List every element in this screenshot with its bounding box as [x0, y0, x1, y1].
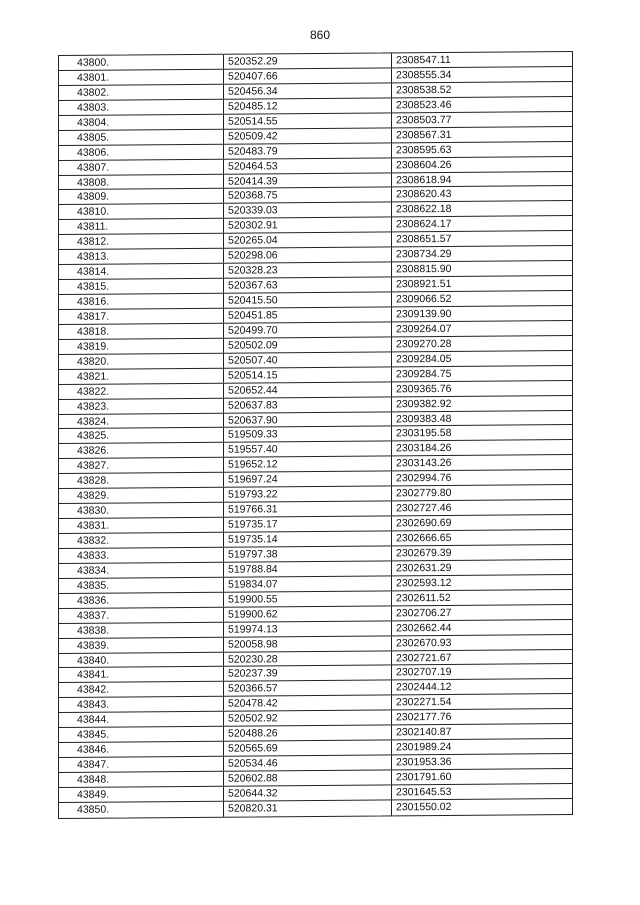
x-coordinate-cell: 520514.15 [224, 367, 392, 382]
y-coordinate-cell: 2302994.76 [396, 472, 452, 485]
x-coordinate-cell: 520502.92 [224, 711, 392, 726]
point-number-cell: 43818. [59, 324, 224, 339]
x-coordinate-cell: 519557.40 [224, 442, 392, 457]
point-number-cell: 43806. [59, 144, 224, 159]
point-number-cell: 43800. [59, 55, 224, 70]
x-coordinate-cell: 520414.39 [224, 173, 392, 188]
point-number-cell: 43822. [59, 383, 224, 398]
y-coordinate-cell: 2302631.29 [396, 561, 452, 575]
point-number-cell: 43802. [59, 85, 224, 100]
x-coordinate-cell: 520415.50 [224, 292, 392, 307]
point-number-cell: 43810. [59, 204, 224, 219]
y-coordinate-cell: 2302779.80 [396, 487, 452, 500]
y-coordinate-cell: 2303143.26 [396, 457, 452, 470]
y-coordinate-cell: 2308604.26 [396, 158, 452, 171]
y-coordinate-cell: 2302662.44 [396, 621, 452, 634]
y-coordinate-cell: 2309284.75 [396, 367, 452, 381]
x-coordinate-cell: 520502.09 [224, 337, 392, 352]
point-number-cell: 43817. [59, 309, 224, 324]
point-number-cell: 43825. [59, 428, 224, 443]
x-coordinate-cell: 520509.42 [224, 128, 392, 143]
y-coordinate-cell: 2301953.36 [396, 755, 452, 769]
point-number-cell: 43845. [59, 727, 224, 742]
point-number-cell: 43832. [59, 533, 224, 548]
x-coordinate-cell: 519974.13 [224, 621, 392, 636]
x-coordinate-cell: 519652.12 [224, 457, 392, 472]
coordinates-table [58, 51, 573, 819]
point-number-cell: 43833. [59, 548, 224, 563]
point-number-cell: 43838. [59, 622, 224, 637]
point-number-cell: 43821. [59, 368, 224, 383]
x-coordinate-cell: 519735.17 [224, 516, 392, 531]
point-number-cell: 43840. [59, 652, 224, 667]
x-coordinate-cell: 520302.91 [224, 218, 392, 233]
x-coordinate-cell: 519834.07 [224, 576, 392, 591]
x-coordinate-cell: 519900.62 [224, 606, 392, 621]
y-coordinate-cell: 2302140.87 [396, 726, 452, 739]
point-number-cell: 43816. [59, 294, 224, 309]
point-number-cell: 43844. [59, 712, 224, 727]
y-coordinate-cell: 2309383.48 [396, 412, 452, 425]
y-coordinate-cell: 2309382.92 [396, 397, 452, 410]
x-coordinate-cell: 520366.57 [224, 681, 392, 696]
x-coordinate-cell: 520368.75 [224, 188, 392, 203]
y-coordinate-cell: 2302444.12 [396, 681, 452, 694]
x-coordinate-cell: 520237.39 [224, 666, 392, 681]
x-coordinate-cell: 519766.31 [224, 502, 392, 517]
point-number-cell: 43849. [59, 787, 224, 802]
x-coordinate-cell: 520652.44 [224, 382, 392, 397]
x-coordinate-cell: 520298.06 [224, 248, 392, 263]
point-number-cell: 43843. [59, 697, 224, 712]
point-number-cell: 43815. [59, 279, 224, 294]
point-number-cell: 43804. [59, 114, 224, 129]
point-number-cell: 43836. [59, 592, 224, 607]
x-coordinate-cell: 520456.34 [224, 83, 392, 98]
point-number-cell: 43834. [59, 563, 224, 578]
point-number-cell: 43839. [59, 637, 224, 652]
y-coordinate-cell: 2303195.58 [396, 427, 452, 440]
y-coordinate-cell: 2308555.34 [396, 68, 452, 82]
y-coordinate-cell: 2308595.63 [396, 143, 452, 156]
x-coordinate-cell: 519697.24 [224, 472, 392, 487]
y-coordinate-cell: 2301791.60 [396, 770, 452, 784]
point-number-cell: 43811. [59, 219, 224, 234]
point-number-cell: 43814. [59, 264, 224, 279]
y-coordinate-cell: 2302271.54 [396, 696, 452, 709]
x-coordinate-cell: 519788.84 [224, 561, 392, 576]
y-coordinate-cell: 2302177.76 [396, 711, 452, 724]
y-coordinate-cell: 2301989.24 [396, 741, 452, 754]
x-coordinate-cell: 520058.98 [224, 636, 392, 651]
x-coordinate-cell: 520637.83 [224, 397, 392, 412]
y-coordinate-cell: 2302707.19 [396, 666, 452, 679]
point-number-cell: 43842. [59, 682, 224, 697]
x-coordinate-cell: 520352.29 [224, 53, 392, 68]
point-number-cell: 43826. [59, 443, 224, 458]
point-number-cell: 43827. [59, 458, 224, 473]
x-coordinate-cell: 520507.40 [224, 352, 392, 367]
point-number-cell: 43850. [59, 802, 224, 818]
page-number: 860 [309, 28, 331, 42]
point-number-cell: 43829. [59, 488, 224, 503]
y-coordinate-cell: 2303184.26 [396, 442, 452, 455]
x-coordinate-cell: 520637.90 [224, 412, 392, 427]
point-number-cell: 43824. [59, 413, 224, 428]
y-coordinate-cell: 2309284.05 [396, 352, 452, 366]
y-coordinate-cell: 2302706.27 [396, 606, 452, 620]
x-coordinate-cell: 520230.28 [224, 651, 392, 666]
y-coordinate-cell: 2309264.07 [396, 322, 452, 336]
table-row [59, 799, 572, 818]
y-coordinate-cell: 2302690.69 [396, 516, 452, 530]
y-coordinate-cell: 2308651.57 [396, 233, 452, 246]
x-coordinate-cell: 520478.42 [224, 696, 392, 711]
y-coordinate-cell: 2308622.18 [396, 203, 452, 216]
x-coordinate-cell: 519900.55 [224, 591, 392, 606]
y-coordinate-cell: 2308620.43 [396, 188, 452, 201]
x-coordinate-cell: 520644.32 [224, 785, 392, 800]
point-number-cell: 43819. [59, 339, 224, 354]
y-coordinate-cell: 2309066.52 [396, 292, 452, 306]
y-coordinate-cell: 2309139.90 [396, 307, 452, 321]
x-coordinate-cell: 520367.63 [224, 277, 392, 292]
y-coordinate-cell: 2308523.46 [396, 98, 452, 112]
point-number-cell: 43831. [59, 518, 224, 533]
x-coordinate-cell: 519735.14 [224, 531, 392, 546]
y-coordinate-cell: 2301645.53 [396, 785, 452, 799]
x-coordinate-cell: 520514.55 [224, 113, 392, 128]
y-coordinate-cell: 2309365.76 [396, 382, 452, 395]
point-number-cell: 43846. [59, 742, 224, 757]
y-coordinate-cell: 2308547.11 [396, 53, 451, 67]
point-number-cell: 43837. [59, 607, 224, 622]
x-coordinate-cell: 520464.53 [224, 158, 392, 173]
y-coordinate-cell: 2308538.52 [396, 83, 452, 97]
x-coordinate-cell: 520451.85 [224, 307, 392, 322]
x-coordinate-cell: 520339.03 [224, 203, 392, 218]
y-coordinate-cell: 2308567.31 [396, 128, 452, 142]
x-coordinate-cell: 520488.26 [224, 726, 392, 741]
point-number-cell: 43847. [59, 757, 224, 772]
point-number-cell: 43805. [59, 129, 224, 144]
x-coordinate-cell: 520534.46 [224, 755, 392, 770]
x-coordinate-cell: 520499.70 [224, 322, 392, 337]
y-coordinate-cell: 2308618.94 [396, 173, 452, 186]
y-coordinate-cell: 2308503.77 [396, 113, 452, 127]
x-coordinate-cell: 520485.12 [224, 98, 392, 113]
x-coordinate-cell: 520265.04 [224, 233, 392, 248]
y-coordinate-cell: 2308624.17 [396, 218, 452, 231]
y-coordinate-cell: 2302611.52 [396, 591, 451, 605]
x-coordinate-cell: 520328.23 [224, 263, 392, 278]
x-coordinate-cell: 520565.69 [224, 741, 392, 756]
point-number-cell: 43841. [59, 667, 224, 682]
y-coordinate-cell: 2302679.39 [396, 546, 452, 560]
y-coordinate-cell: 2308921.51 [396, 277, 452, 291]
point-number-cell: 43809. [59, 189, 224, 204]
x-coordinate-cell: 520820.31 [224, 800, 392, 816]
point-number-cell: 43835. [59, 578, 224, 593]
x-coordinate-cell: 519793.22 [224, 487, 392, 502]
point-number-cell: 43803. [59, 100, 224, 115]
point-number-cell: 43808. [59, 174, 224, 189]
x-coordinate-cell: 520483.79 [224, 143, 392, 158]
y-coordinate-cell: 2301550.02 [396, 800, 452, 814]
x-coordinate-cell: 520407.66 [224, 68, 392, 83]
y-coordinate-cell: 2302670.93 [396, 636, 452, 649]
point-number-cell: 43823. [59, 398, 224, 413]
x-coordinate-cell: 519509.33 [224, 427, 392, 442]
y-coordinate-cell: 2302727.46 [396, 502, 452, 515]
point-number-cell: 43820. [59, 353, 224, 368]
point-number-cell: 43813. [59, 249, 224, 264]
point-number-cell: 43848. [59, 772, 224, 787]
x-coordinate-cell: 519797.38 [224, 546, 392, 561]
point-number-cell: 43807. [59, 159, 224, 174]
point-number-cell: 43828. [59, 473, 224, 488]
y-coordinate-cell: 2302593.12 [396, 576, 452, 590]
point-number-cell: 43830. [59, 503, 224, 518]
y-coordinate-cell: 2309270.28 [396, 337, 452, 351]
x-coordinate-cell: 520602.88 [224, 770, 392, 785]
y-coordinate-cell: 2302666.65 [396, 531, 452, 545]
y-coordinate-cell: 2308815.90 [396, 263, 452, 276]
y-coordinate-cell: 2308734.29 [396, 248, 452, 261]
point-number-cell: 43812. [59, 234, 224, 249]
point-number-cell: 43801. [59, 70, 224, 85]
y-coordinate-cell: 2302721.67 [396, 651, 452, 664]
